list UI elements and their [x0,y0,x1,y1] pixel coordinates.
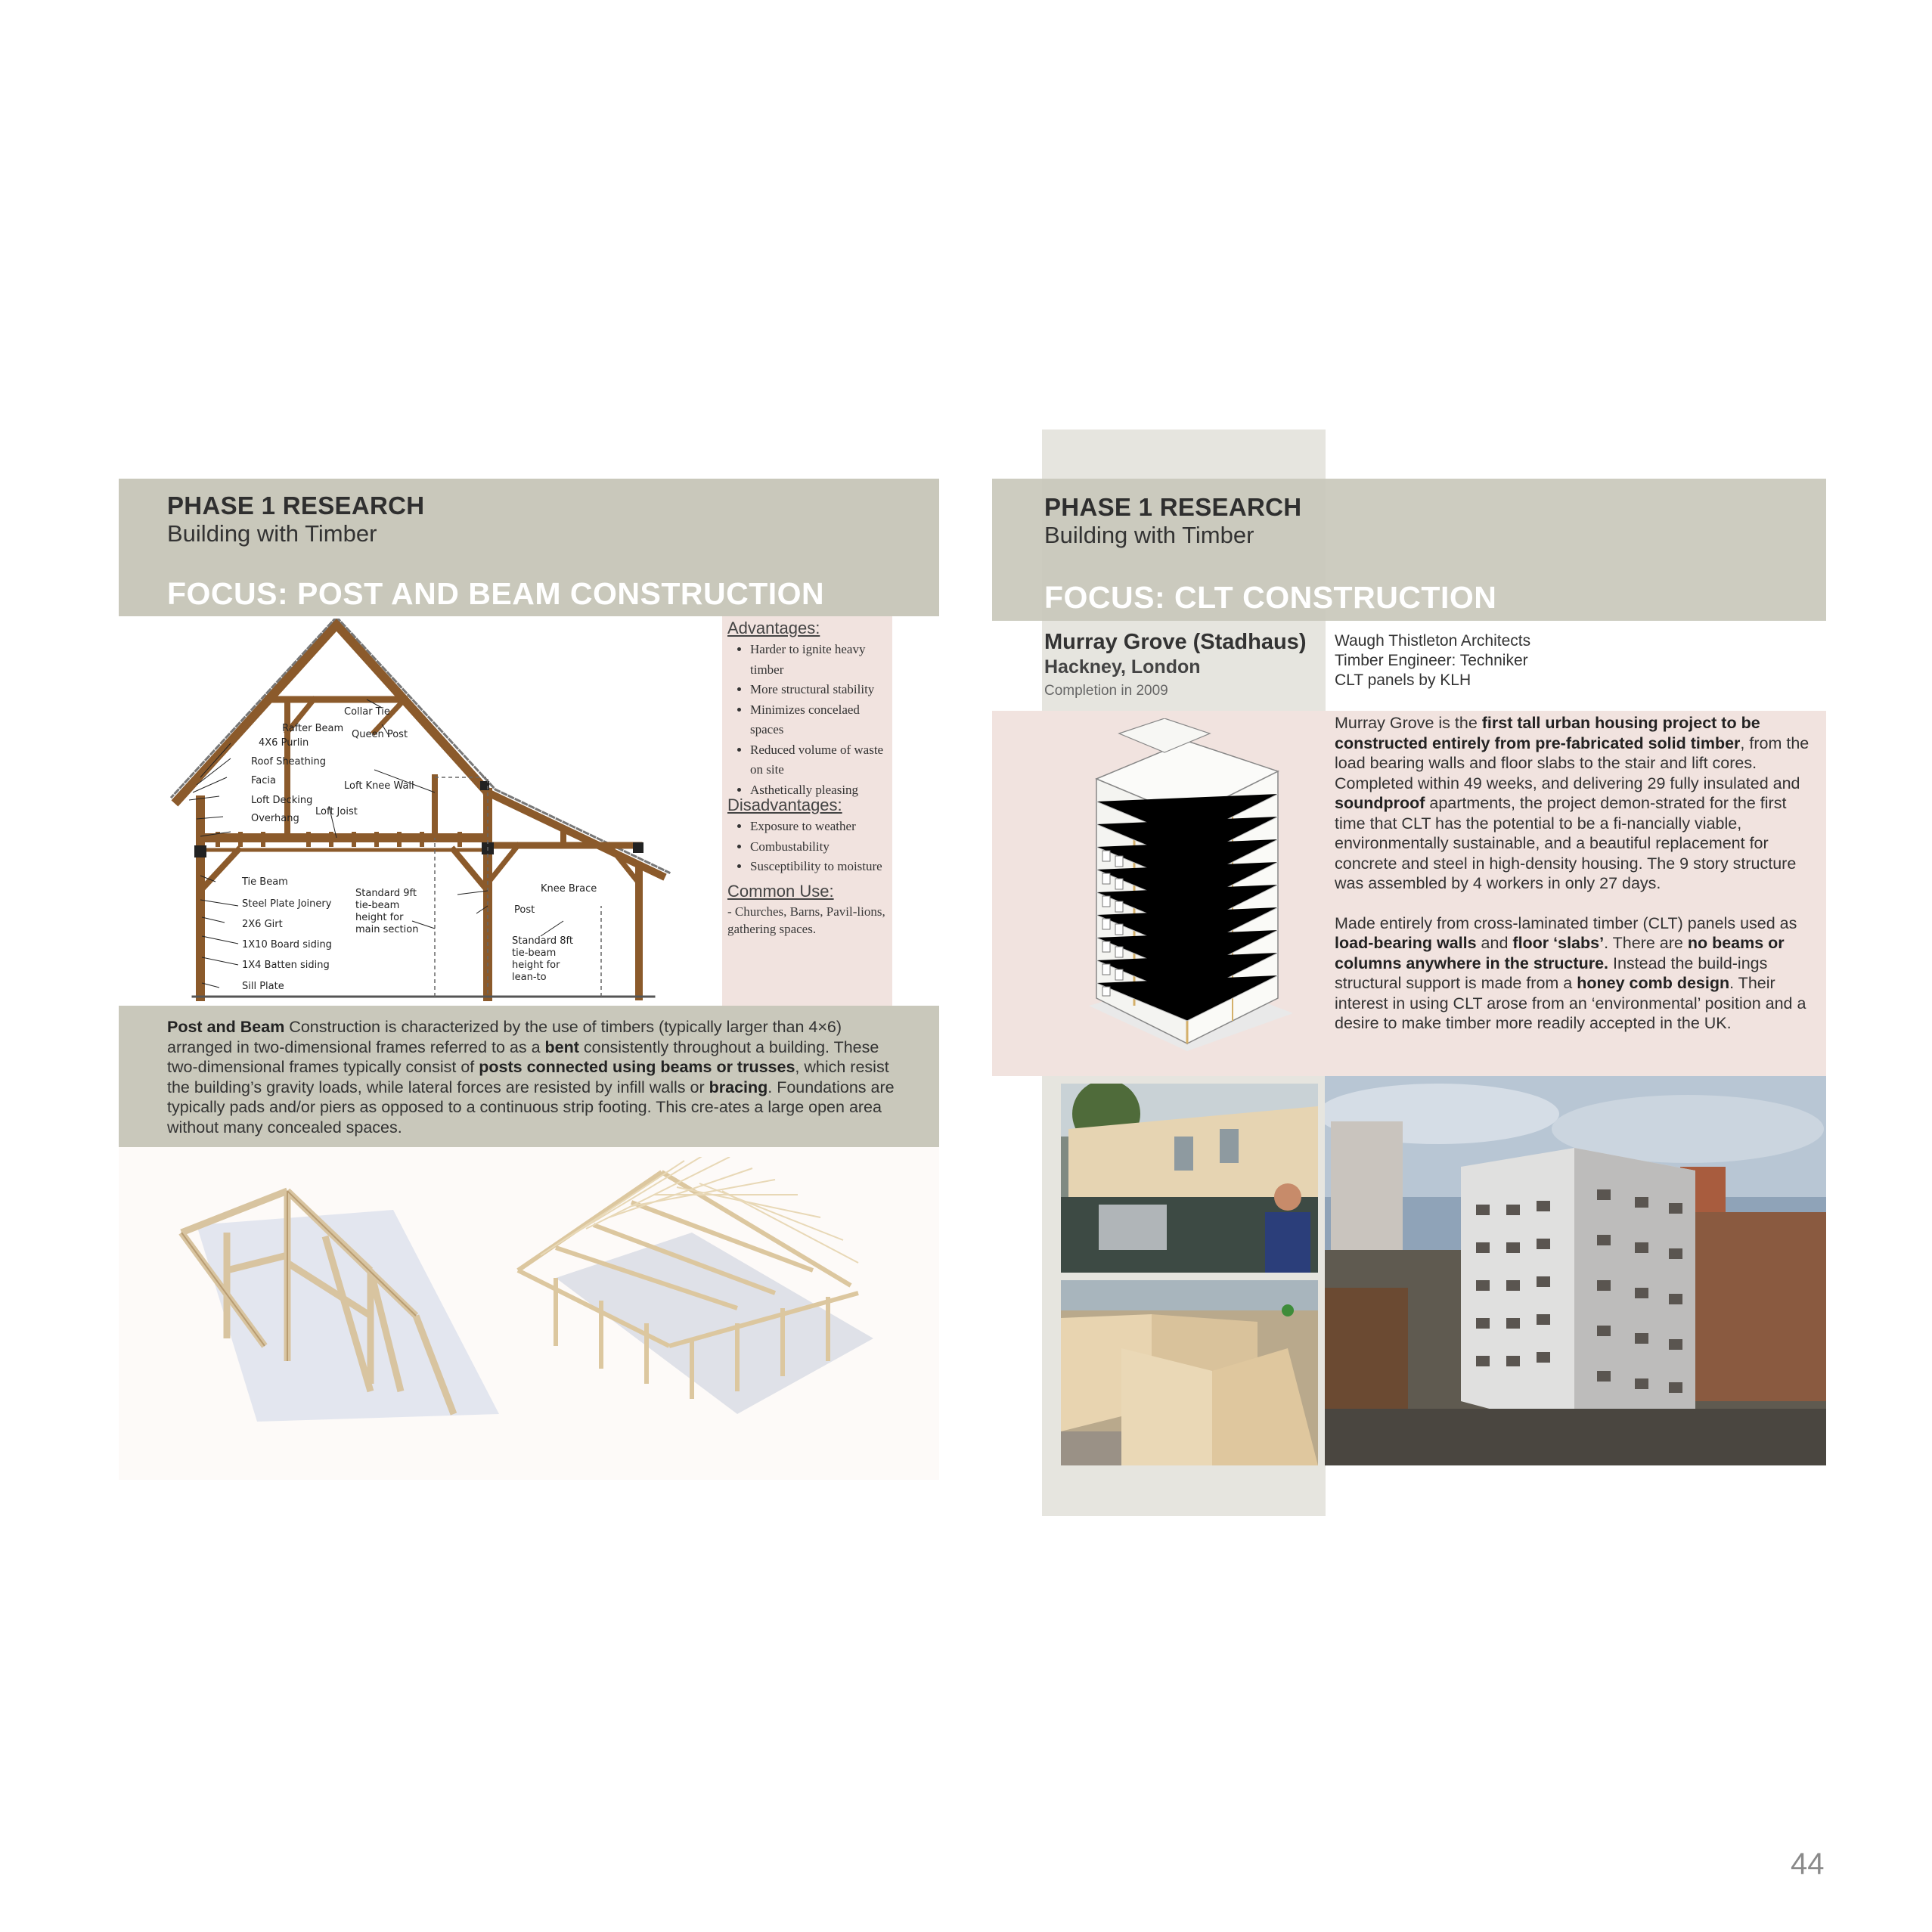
advantages-title: Advantages: [727,619,820,637]
advantage-item: • Reduced volume of waste on site [750,740,888,780]
label-steel-plate: Steel Plate Joinery [242,898,332,910]
p2-text: . Their interest in using CLT arose from an ‘environmental’ position and a desire to make timber more readily accepted in the UK. [1335,974,1806,1032]
label-facia: Facia [251,775,276,786]
disadvantage-item: • Exposure to weather [750,817,888,837]
label-loft-knee-wall: Loft Knee Wall [344,780,414,792]
label-std9-2: tie-beam [355,900,400,911]
right-subtitle: Building with Timber [1044,522,1254,548]
disadvantages-title: Disadvantages: [727,795,842,814]
label-std9-1: Standard 9ft [355,888,417,899]
p2-text: Made entirely from cross-laminated timber (CLT) panels used as [1335,913,1797,932]
p1-bold: first tall urban housing project to be constructed entirely from pre-fabricated solid timber [1335,714,1760,752]
p2-bold: load-bearing walls [1335,934,1477,952]
advantage-item: • More structural stability [750,680,888,700]
label-std9-4: main section [355,924,419,935]
label-std8-1: Standard 8ft [512,935,573,947]
disadvantages-list [727,817,888,877]
advantage-item: • Minimizes concelaed spaces [750,700,888,740]
left-subtitle: Building with Timber [167,520,377,547]
label-collar-tie: Collar Tie [344,706,390,718]
label-tie-beam: Tie Beam [242,876,288,888]
label-sill-plate: Sill Plate [242,981,284,992]
label-knee-brace: Knee Brace [541,883,597,895]
left-focus-title: FOCUS: POST AND BEAM CONSTRUCTION [167,576,825,611]
post-beam-description [167,1017,898,1137]
advantage-item: • Harder to ignite heavy timber [750,640,888,680]
completion-date: Completion in 2009 [1044,683,1168,699]
construction-photo-walls [1061,1084,1318,1273]
label-overhang: Overhang [251,813,299,824]
credit-line: CLT panels by KLH [1335,671,1471,689]
right-focus-title: FOCUS: CLT CONSTRUCTION [1044,580,1497,615]
construction-photo-panels [1061,1280,1318,1465]
p2-text: and [1476,934,1513,952]
p1-text: Murray Grove is the [1335,714,1482,732]
desc-text: Construction is characterized by the use of timbers (typically larger than 4×6) arranged in two-dimensional frames referred to as a [167,1018,842,1056]
p1-text: , from the load bearing walls and floor slabs to the stair and lift cores. Completed within 49 weeks, and delivering 29 fully insulated and [1335,733,1810,792]
project-location: Hackney, London [1044,656,1201,678]
desc-bold: Post and Beam [167,1018,285,1036]
label-queen-post: Queen Post [352,729,408,740]
desc-bold: posts connected using beams or trusses [479,1058,795,1076]
desc-text: consistently throughout a building. These two-dimensional frames typically consist of [167,1037,879,1076]
project-credits [1335,631,1530,690]
disadvantage-item: • Susceptibility to moisture [750,857,888,877]
label-std8-2: tie-beam [512,947,557,959]
label-std8-3: height for [512,960,560,971]
advantage-item: • Asthetically pleasing [750,780,888,801]
label-loft-joist: Loft Joist [315,806,358,817]
label-roof-sheathing: Roof Sheathing [251,756,326,768]
p2-bold: honey comb design [1577,974,1730,992]
label-purlin: 4X6 Purlin [259,737,309,749]
label-post: Post [514,904,535,916]
clt-paragraph-2 [1335,913,1811,1034]
label-rafter-beam: Rafter Beam [282,723,344,734]
clt-isometric-diagram [1081,718,1301,1066]
credit-line: Waugh Thistleton Architects [1335,632,1531,650]
p2-text: Instead the build-ings structural support is made from a [1335,954,1768,992]
right-phase-title: PHASE 1 RESEARCH [1044,493,1302,521]
p2-bold: floor ‘slabs’ [1512,934,1605,952]
label-std9-3: height for [355,912,404,923]
full-frame-render [510,1157,888,1429]
murray-grove-photo [1325,1076,1826,1465]
common-use-title: Common Use: [727,881,834,901]
desc-text: , which resist the building’s gravity loads, while lateral forces are resisted by infill walls or [167,1058,889,1096]
p2-bold: no beams or columns anywhere in the structure. [1335,934,1785,972]
credit-line: Timber Engineer: Techniker [1335,652,1528,669]
p1-text: apartments, the project demon-strated for the first time that CLT has the potential to be a fi-nancially viable, environmentally sustainable, and a beautiful replacement for concrete and steel in high-density housing. The 9 story structure was assembled by 4 workers in only 27 days. [1335,794,1797,892]
disadvantage-item: • Combustability [750,837,888,857]
advantages-list [727,640,888,800]
label-std8-4: lean-to [512,972,547,983]
post-beam-diagram [155,619,677,1004]
common-use-text: - Churches, Barns, Pavil-lions, gathering spaces. [727,904,885,936]
label-batten-siding: 1X4 Batten siding [242,960,330,971]
clt-paragraph-1 [1335,713,1811,894]
project-name: Murray Grove (Stadhaus) [1044,630,1307,654]
p2-text: . There are [1604,934,1688,952]
clt-description [1335,713,1811,1034]
page-number: 44 [1791,1847,1825,1881]
label-loft-decking: Loft Decking [251,795,313,806]
pros-cons-content [727,619,888,938]
desc-bold: bent [544,1037,579,1056]
label-girt: 2X6 Girt [242,919,283,930]
desc-bold: bracing [709,1078,768,1096]
left-phase-title: PHASE 1 RESEARCH [167,492,425,519]
single-bent-render [166,1164,499,1437]
label-board-siding: 1X10 Board siding [242,939,332,950]
p1-bold: soundproof [1335,794,1425,812]
desc-text: . Foundations are typically pads and/or piers as opposed to a continuous strip footing. This cre-ates a large open area without many concealed spaces. [167,1078,895,1137]
